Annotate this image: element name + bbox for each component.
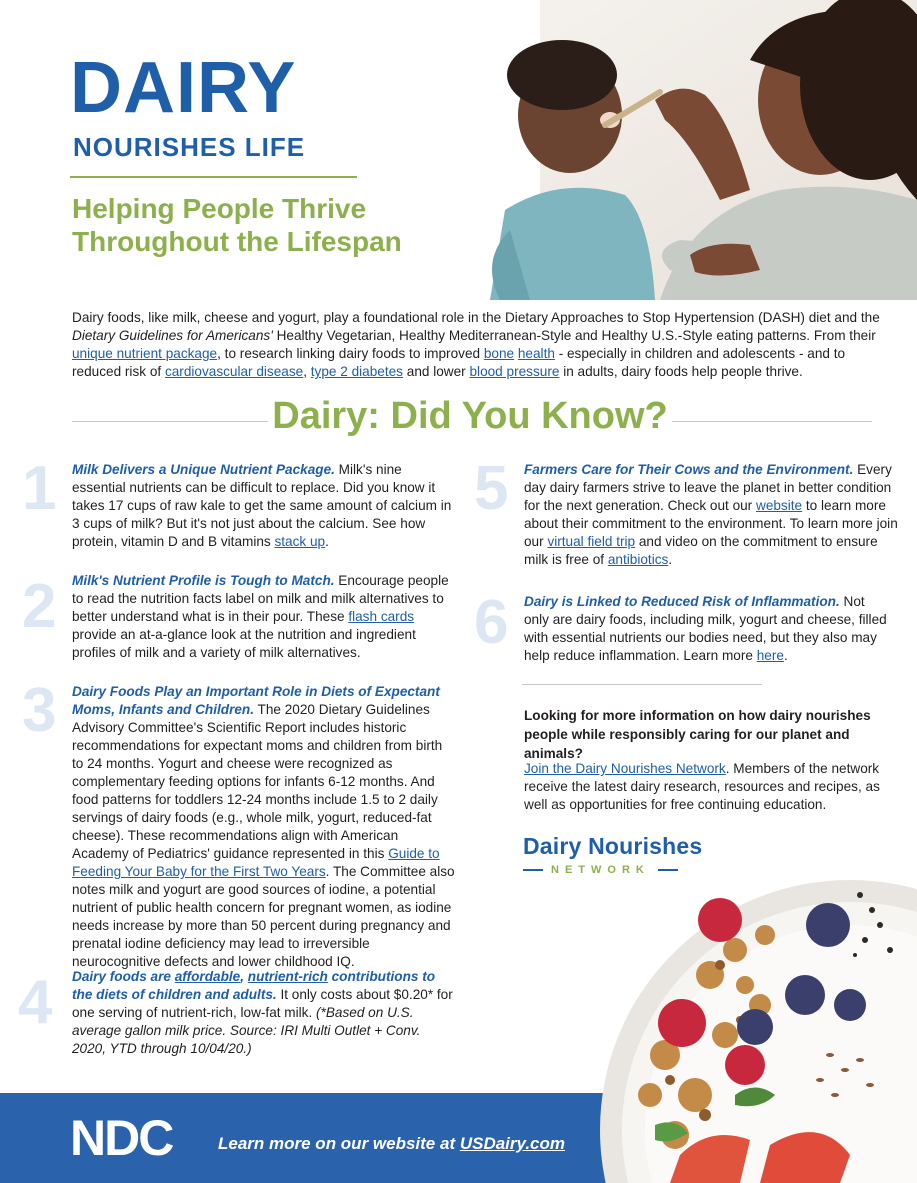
item-heading: Farmers Care for Their Cows and the Environment.	[524, 462, 854, 477]
feeding-guide-link[interactable]: Guide to Feeding Your Baby for the First Two Years	[72, 846, 440, 879]
page-tagline	[72, 192, 472, 258]
intro-text: Healthy Vegetarian, Healthy Mediterranean-Style and Healthy U.S.-Style eating patterns. From their	[272, 328, 876, 343]
item-milk-profile	[72, 572, 457, 662]
logo-dairy-word: DAIRY	[70, 48, 297, 128]
item-affordable	[72, 968, 457, 1058]
item-heading: contributions to the diets of children and adults.	[72, 969, 436, 1002]
dn-logo-bar	[523, 869, 543, 871]
item-number: 1	[22, 454, 57, 523]
item-body: Every day dairy farmers strive to leave the planet in better condition for the next generation. Check out our	[524, 462, 892, 513]
item-heading: Milk Delivers a Unique Nutrient Package.	[72, 462, 335, 477]
affordable-link[interactable]: affordable	[174, 969, 241, 984]
unique-nutrient-package-link[interactable]: unique nutrient package	[72, 346, 218, 361]
dn-logo-subtitle: NETWORK	[551, 864, 650, 876]
nutrient-rich-link[interactable]: nutrient-rich	[247, 969, 328, 984]
footer-text: Learn more on our website at	[218, 1134, 460, 1153]
intro-text: and lower	[402, 364, 470, 379]
more-info-question: Looking for more information on how dairy nourishes people while responsibly caring for our planet and animals?	[524, 708, 871, 761]
item-heading: Dairy foods are	[72, 969, 175, 984]
tagline-line-1: Helping People Thrive	[72, 193, 367, 224]
intro-text: in adults, dairy foods help people thrive.	[559, 364, 803, 379]
item-body: The 2020 Dietary Guidelines Advisory Committee's Scientific Report includes historic recommendations for expectant moms and children from birth to 24 months. Yogurt and cheese were recognized as complementary feeding options for infants 6-12 months. And food patterns for toddlers 12-24 months include 1.5 to 2 daily servings of dairy foods (e.g., whole milk, yogurt, reduced-fat cheese). These recommendations align with American Academy of Pediatrics' guidance represented in this	[72, 702, 443, 861]
stack-up-link[interactable]: stack up	[274, 534, 326, 549]
item-body: Encourage people to read the nutrition facts label on milk and milk alternatives to better understand what is in their pour. These	[72, 573, 449, 624]
item-heading: Milk's Nutrient Profile is Tough to Match.	[72, 573, 335, 588]
intro-text: Dairy foods, like milk, cheese and yogurt, play a foundational role in the Dietary Approaches to Stop Hypertension (DASH) diet and the	[72, 310, 880, 325]
item-number: 3	[22, 676, 57, 745]
item-body: It only costs about $0.20* for one serving of nutrient-rich, low-fat milk.	[72, 987, 453, 1020]
item-number: 6	[474, 588, 509, 657]
yogurt-bowl-photo	[560, 855, 917, 1183]
ndc-logo: NDC	[70, 1110, 173, 1166]
antibiotics-link[interactable]: antibiotics	[607, 552, 669, 567]
flash-cards-link[interactable]: flash cards	[348, 609, 415, 624]
item-heading: ,	[240, 969, 248, 984]
type-2-diabetes-link[interactable]: type 2 diabetes	[310, 364, 403, 379]
intro-text: - especially in children and adolescents - and to reduced risk of	[72, 346, 846, 379]
section-divider-right	[672, 421, 872, 422]
blood-pressure-link[interactable]: blood pressure	[469, 364, 560, 379]
item-farmers-care	[524, 461, 899, 569]
item-milk-nutrient-package	[72, 461, 457, 551]
item-heading: Dairy Foods Play an Important Role in Diets of Expectant Moms, Infants and Children.	[72, 684, 440, 717]
sidebar-divider	[522, 684, 762, 685]
section-divider-left	[72, 421, 268, 422]
item-body: Milk's nine essential nutrients can be difficult to replace. Did you know it takes 17 cups of raw kale to get the same amount of calcium in 3 cups of milk? But it's not just about the calcium. See how protein, vitamin D and B vitamins	[72, 462, 452, 549]
here-link[interactable]: here	[756, 648, 784, 663]
bone-link[interactable]: bone	[483, 346, 515, 361]
item-body: provide an at-a-glance look at the nutrition and ingredient profiles of milk and a variety of milk alternatives.	[72, 627, 416, 660]
dn-logo-title: Dairy Nourishes	[523, 833, 703, 859]
price-footnote: (*Based on U.S. average gallon milk price. Source: IRI Multi Outlet + Conv. 2020, YTD through 10/04/20.)	[72, 1005, 421, 1056]
item-body: and video on the commitment to ensure milk is free of	[524, 534, 878, 567]
join-network-link[interactable]: Join the Dairy Nourishes Network	[524, 761, 726, 776]
cardiovascular-disease-link[interactable]: cardiovascular disease	[164, 364, 304, 379]
item-heading: Dairy is Linked to Reduced Risk of Inflammation.	[524, 594, 840, 609]
health-link[interactable]: health	[517, 346, 555, 361]
logo-nourishes-life: NOURISHES LIFE	[73, 132, 306, 162]
tagline-line-2: Throughout the Lifespan	[72, 226, 402, 257]
item-body: .	[783, 648, 788, 663]
item-inflammation	[524, 593, 889, 665]
section-title: Dairy: Did You Know?	[272, 395, 668, 437]
hero-photo-mother-feeding-child	[450, 0, 917, 300]
header-divider	[70, 176, 357, 178]
item-body: .	[325, 534, 329, 549]
join-network-paragraph	[524, 760, 886, 814]
item-body: to learn more about their commitment to the environment. To learn more join our	[524, 498, 898, 549]
item-expectant-moms	[72, 683, 457, 971]
join-network-text: . Members of the network receive the latest dairy research, resources and recipes, as well as opportunities for free continuing education.	[524, 761, 880, 812]
item-number: 5	[474, 454, 509, 523]
website-link[interactable]: website	[756, 498, 803, 513]
item-body: Not only are dairy foods, including milk, yogurt and cheese, filled with essential nutrients our bodies need, but they also may help reduce inflammation. Learn more	[524, 594, 887, 663]
virtual-field-trip-link[interactable]: virtual field trip	[547, 534, 636, 549]
item-number: 2	[22, 572, 57, 641]
usdairy-link[interactable]: USDairy.com	[459, 1134, 566, 1153]
intro-paragraph	[72, 309, 892, 381]
intro-guidelines-title: Dietary Guidelines for Americans'	[72, 328, 273, 343]
intro-text: ,	[303, 364, 311, 379]
item-number: 4	[18, 968, 53, 1037]
item-body: . The Committee also notes milk and yogurt are good sources of iodine, a potential nutrient of public health concern for pregnant women, as iodine needs increase by more than 50 percent during pregnancy and prenatal iodine deficiency may lead to irreversible neurocognitive defects and lower childhood IQ.	[72, 864, 455, 969]
footer-website-text	[218, 1134, 565, 1154]
item-body: .	[668, 552, 673, 567]
intro-text: , to research linking dairy foods to improved	[217, 346, 484, 361]
